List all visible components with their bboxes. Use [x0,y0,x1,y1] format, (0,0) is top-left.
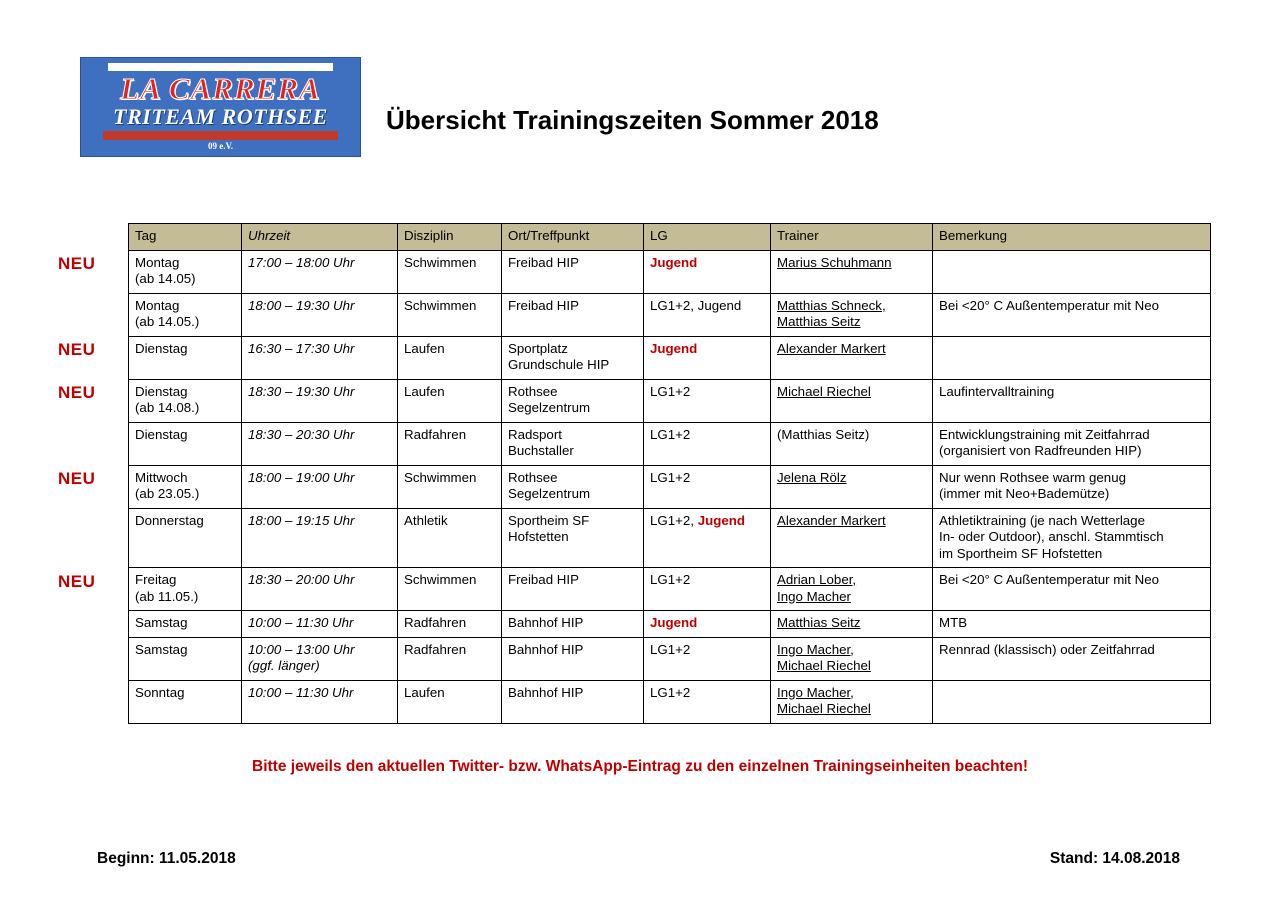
jugend-badge: Jugend [650,254,698,270]
jugend-badge: Jugend [650,340,698,356]
footer-begin: Beginn: 11.05.2018 [97,850,236,867]
schedule-table [128,223,1211,724]
cell-lg: LG1+2 [644,680,771,723]
column-header-tag: Tag [129,224,242,251]
cell-tag: Donnerstag [129,508,242,568]
neu-marker: NEU [58,469,96,488]
jugend-badge: Jugend [650,615,698,630]
cell-bemerkung: Bei <20° C Außentemperatur mit Neo [933,568,1211,611]
table-header-row [129,224,1211,251]
cell-disziplin: Radfahren [398,637,502,680]
cell-uhrzeit: 18:00 – 19:30 Uhr [242,293,398,336]
footer-stand: Stand: 14.08.2018 [1049,850,1180,867]
cell-lg: LG1+2 [644,465,771,508]
trainer-name: Matthias Schneck, [777,297,886,313]
cell-disziplin: Laufen [398,680,502,723]
table-row [129,465,1211,508]
table-row [129,568,1211,611]
cell-tag: Montag (ab 14.05) [129,250,242,293]
table-row [129,508,1211,568]
cell-tag: Samstag [129,637,242,680]
cell-trainer [771,611,933,638]
column-header-trainer: Trainer [771,224,933,251]
neu-marker: NEU [58,340,96,359]
trainer-name: Ingo Macher [777,588,851,604]
cell-uhrzeit: 18:00 – 19:00 Uhr [242,465,398,508]
cell-tag: Dienstag [129,336,242,379]
cell-trainer [771,250,933,293]
cell-trainer [771,568,933,611]
cell-disziplin: Schwimmen [398,250,502,293]
trainer-name: Michael Riechel [777,658,871,673]
column-header-disziplin: Disziplin [398,224,502,251]
cell-ort: Sportplatz Grundschule HIP [502,336,644,379]
cell-ort: Bahnhof HIP [502,611,644,638]
cell-bemerkung: Entwicklungstraining mit Zeitfahrrad (organisiert von Radfreunden HIP) [933,422,1211,465]
column-header-uhrzeit: Uhrzeit [242,224,398,251]
trainer-name: Jelena Rölz [777,469,847,485]
neu-marker: NEU [58,571,96,591]
cell-bemerkung: Bei <20° C Außentemperatur mit Neo [933,293,1211,336]
table-row [129,611,1211,638]
cell-lg: LG1+2, Jugend [644,508,771,568]
cell-tag: Freitag (ab 11.05.) [129,568,242,611]
cell-disziplin: Schwimmen [398,465,502,508]
cell-lg [644,336,771,379]
trainer-name: Ingo Macher, [777,684,854,700]
cell-ort: Freibad HIP [502,568,644,611]
logo-line1: LA CARRERA [120,71,321,106]
cell-lg [644,611,771,638]
cell-bemerkung: Nur wenn Rothsee warm genug (immer mit Neo+Bademütze) [933,465,1211,508]
logo-subtext: 09 e.V. [207,141,234,151]
trainer-name: Michael Riechel [777,701,871,716]
cell-trainer [771,465,933,508]
cell-lg: LG1+2 [644,379,771,422]
cell-disziplin: Laufen [398,336,502,379]
table-row [129,293,1211,336]
cell-lg: LG1+2 [644,637,771,680]
trainer-name: Ingo Macher, [777,641,854,657]
trainer-name: Alexander Markert [777,512,886,528]
cell-ort: Bahnhof HIP [502,680,644,723]
cell-trainer [771,293,933,336]
cell-tag: Montag (ab 14.05.) [129,293,242,336]
cell-uhrzeit: 18:30 – 20:30 Uhr [242,422,398,465]
cell-disziplin: Radfahren [398,611,502,638]
table-row [129,422,1211,465]
cell-tag: Dienstag (ab 14.08.) [129,379,242,422]
trainer-name: Marius Schuhmann [777,254,892,270]
training-schedule [128,223,1210,724]
document-header [0,0,1280,190]
cell-trainer [771,379,933,422]
logo-top-bar [108,63,333,71]
cell-ort: Radsport Buchstaller [502,422,644,465]
cell-trainer [771,336,933,379]
cell-trainer [771,680,933,723]
table-row [129,637,1211,680]
cell-ort: Rothsee Segelzentrum [502,465,644,508]
column-header-lg: LG [644,224,771,251]
cell-ort: Bahnhof HIP [502,637,644,680]
cell-trainer: (Matthias Seitz) [771,422,933,465]
cell-disziplin: Schwimmen [398,293,502,336]
table-row [129,379,1211,422]
cell-uhrzeit: 10:00 – 11:30 Uhr [242,680,398,723]
trainer-name: Alexander Markert [777,340,886,356]
cell-ort: Freibad HIP [502,293,644,336]
trainer-name: Matthias Seitz [777,314,861,329]
cell-uhrzeit: 10:00 – 13:00 Uhr (ggf. länger) [242,637,398,680]
cell-bemerkung: Laufintervalltraining [933,379,1211,422]
neu-marker: NEU [58,383,96,402]
cell-uhrzeit: 16:30 – 17:30 Uhr [242,336,398,379]
cell-tag: Mittwoch (ab 23.05.) [129,465,242,508]
cell-trainer [771,637,933,680]
jugend-badge: Jugend [697,512,745,528]
logo-line2: TRITEAM ROTHSEE [113,104,328,129]
cell-bemerkung [933,250,1211,293]
cell-trainer [771,508,933,568]
table-row [129,680,1211,723]
trainer-name: Michael Riechel [777,383,871,399]
cell-uhrzeit: 18:30 – 20:00 Uhr [242,568,398,611]
cell-tag: Sonntag [129,680,242,723]
cell-lg: LG1+2 [644,568,771,611]
cell-tag: Samstag [129,611,242,638]
cell-disziplin: Athletik [398,508,502,568]
cell-bemerkung: Rennrad (klassisch) oder Zeitfahrrad [933,637,1211,680]
cell-tag: Dienstag [129,422,242,465]
cell-ort: Freibad HIP [502,250,644,293]
cell-lg: LG1+2, Jugend [644,293,771,336]
club-logo [80,57,361,157]
cell-bemerkung [933,680,1211,723]
logo-bottom-bar [103,131,338,140]
cell-uhrzeit: 18:00 – 19:15 Uhr [242,508,398,568]
cell-bemerkung: Athletiktraining (je nach Wetterlage In- oder Outdoor), anschl. Stammtisch im Sportheim SF Hofstetten [933,508,1211,568]
cell-ort: Rothsee Segelzentrum [502,379,644,422]
cell-uhrzeit: 17:00 – 18:00 Uhr [242,250,398,293]
cell-bemerkung: MTB [933,611,1211,638]
page-title: Übersicht Trainingszeiten Sommer 2018 [386,105,879,135]
cell-bemerkung [933,336,1211,379]
cell-lg: LG1+2 [644,422,771,465]
cell-uhrzeit: 10:00 – 11:30 Uhr [242,611,398,638]
cell-uhrzeit: 18:30 – 19:30 Uhr [242,379,398,422]
column-header-bemerkung: Bemerkung [933,224,1211,251]
cell-disziplin: Radfahren [398,422,502,465]
cell-ort: Sportheim SF Hofstetten [502,508,644,568]
notice-text: Bitte jeweils den aktuellen Twitter- bzw. WhatsApp-Eintrag zu den einzelnen Trainingseinheiten beachten! [252,758,1028,775]
table-row [129,336,1211,379]
table-row [129,250,1211,293]
cell-disziplin: Laufen [398,379,502,422]
cell-lg [644,250,771,293]
neu-marker: NEU [58,254,96,273]
cell-disziplin: Schwimmen [398,568,502,611]
trainer-name: Matthias Seitz [777,615,861,630]
trainer-name: Adrian Lober, [777,572,857,587]
column-header-ort: Ort/Treffpunkt [502,224,644,251]
